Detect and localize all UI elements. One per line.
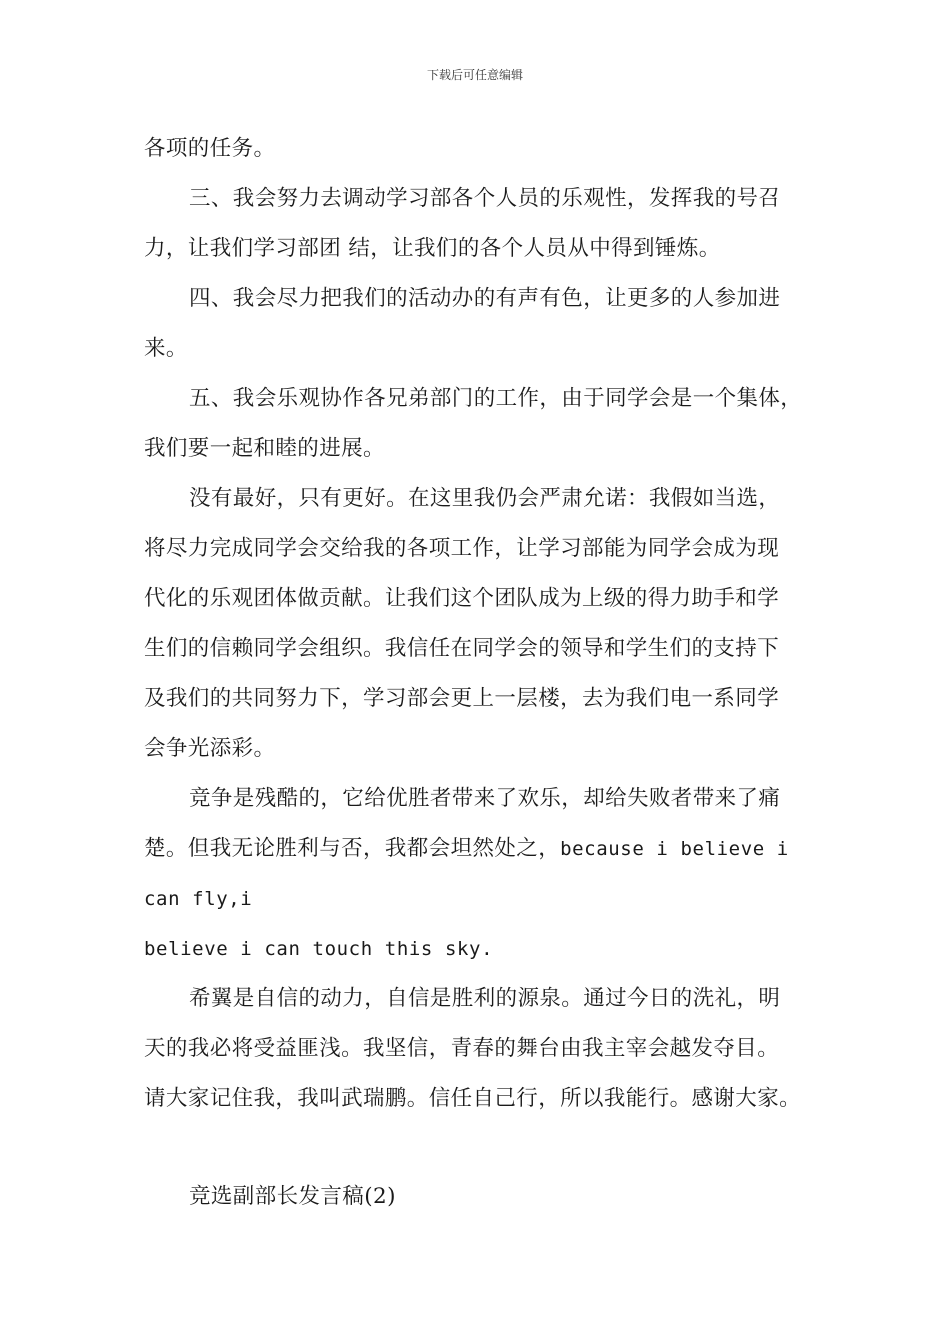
english-quote-line: can fly,i <box>144 888 253 910</box>
paragraph-line: 各项的任务。 <box>144 136 276 161</box>
paragraph-line: 竞争是残酷的，它给优胜者带来了欢乐，却给失败者带来了痛 <box>189 786 781 811</box>
english-quote: because i believe i <box>560 838 789 860</box>
paragraph-line: 生们的信赖同学会组织。我信任在同学会的领导和学生们的支持下 <box>144 636 780 661</box>
paragraph-line: 来。 <box>144 336 188 361</box>
paragraph-line: 五、我会乐观协作各兄弟部门的工作，由于同学会是一个集体， <box>189 386 803 411</box>
paragraph-line: 天的我必将受益匪浅。我坚信，青春的舞台由我主宰会越发夺目。 <box>144 1036 780 1061</box>
page-header: 下载后可任意编辑 <box>426 68 523 82</box>
paragraph-line: 会争光添彩。 <box>144 736 276 761</box>
paragraph-line: 我们要一起和睦的进展。 <box>144 436 385 461</box>
paragraph-line: 将尽力完成同学会交给我的各项工作，让学习部能为同学会成为现 <box>144 536 780 561</box>
paragraph-line: 没有最好，只有更好。在这里我仍会严肃允诺：我假如当选， <box>189 486 781 511</box>
paragraph-line: 代化的乐观团体做贡献。让我们这个团队成为上级的得力助手和学 <box>144 586 780 611</box>
section-heading: 竞选副部长发言稿(2) <box>189 1184 396 1209</box>
paragraph-line: 三、我会努力去调动学习部各个人员的乐观性，发挥我的号召 <box>189 186 781 211</box>
paragraph-line: 力，让我们学习部团 结，让我们的各个人员从中得到锤炼。 <box>144 236 721 261</box>
paragraph-line: 四、我会尽力把我们的活动办的有声有色，让更多的人参加进 <box>189 286 781 311</box>
paragraph-text: 楚。但我无论胜利与否，我都会坦然处之， <box>144 836 561 861</box>
paragraph-line: 希翼是自信的动力，自信是胜利的源泉。通过今日的洗礼，明 <box>189 986 781 1011</box>
paragraph-line <box>144 834 789 864</box>
english-quote-line: believe i can touch this sky. <box>144 938 494 960</box>
paragraph-line: 请大家记住我，我叫武瑞鹏。信任自己行，所以我能行。感谢大家。 <box>144 1086 802 1111</box>
paragraph-line: 及我们的共同努力下，学习部会更上一层楼，去为我们电一系同学 <box>144 686 780 711</box>
